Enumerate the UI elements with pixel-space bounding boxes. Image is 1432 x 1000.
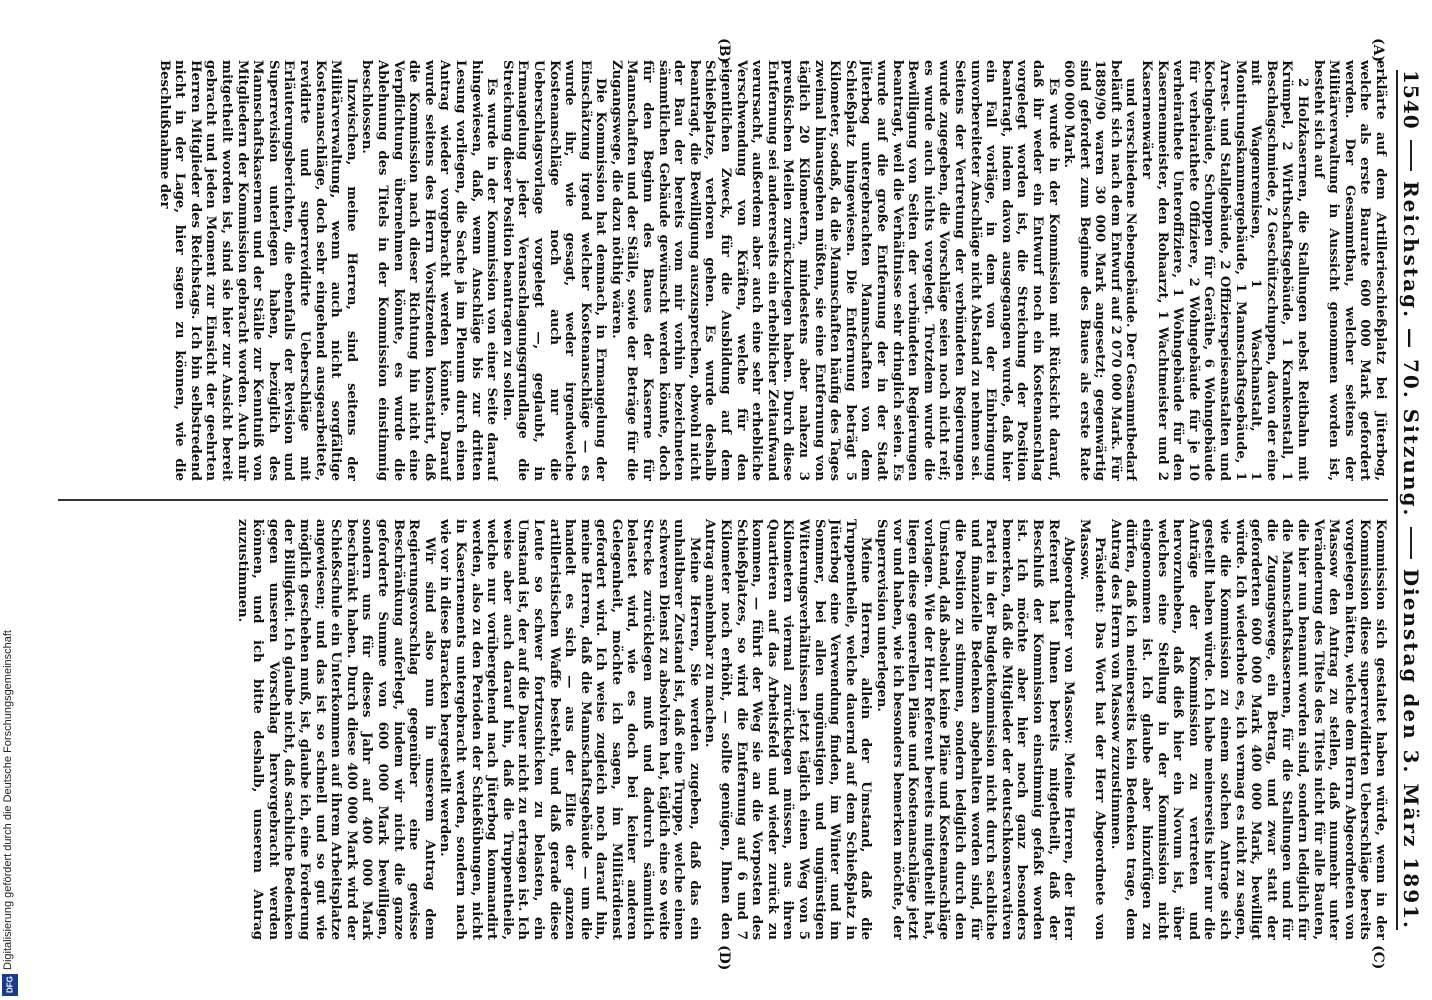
paragraph: Abgeordneter von Massow: Meine Herren, der Herr Referent hat Ihnen bereits mitgetheilt, daß der Beschluß der Kommission einstimmig gefaßt worden ist. Ich möchte aber hier noch ganz besonders bemerken, daß die Mitglieder der deutschkonservativen Partei in der Budgetkommission nicht durch sachliche und finanzielle Bedenken abgehalten worden sind, für die Position zu stimmen, sondern lediglich durch den Umstand, daß absolut keine Pläne und Kostenanschläge vorlagen. Wie der Herr Referent bereits mitgetheilt hat, liegen diese generellen Pläne und Kostenanschläge jetzt vor und haben, wie ich besonders bemerken möchte, der Superrevision unterlegen. (874, 519, 1077, 940)
page-number: 1540 (1399, 70, 1423, 130)
session-title: Reichstag. — 70. Sitzung. (1399, 181, 1423, 518)
header-rule-right (1410, 527, 1412, 558)
paragraph: Die Kommission hat demnach, in Ermangelung der Einschätzung irgend welcher Kostenanschläge — es wurde ihr, wie gesagt, weder irgendwelche Kostenanschläge noch auch nur die Ueberschlagsvorlage vorgelegt —, geglaubt, in Ermangelung jeder Veranschlagungsgrundlage die Streichung dieser Position beantragen zu sollen. (499, 60, 609, 481)
margin-marker-a: (A) (1370, 38, 1386, 63)
column-divider (58, 499, 1388, 501)
margin-marker-d: (D) (716, 945, 732, 971)
dfg-logo: DFG (2, 974, 18, 996)
margin-marker-c: (C) (1370, 945, 1386, 970)
paragraph: 2 Holzkasernen, die Stallungen nebst Reitbahn mit Krümpel, 2 Wirthschaftsgebäude, 1 Krankenstall, 1 Beschlagschmiede, 2 Geschützschuppen, davon der eine mit Wagenremisen, 1 Waschanstalt, 1 Montirungskammergebäude, 1 Mannschaftsgebäude, 1 Arrest- und Stallgebäude, 2 Offizierspeiseanstalten und Kochgebäude, Schuppen für Geräthe, 6 Wohngebäude für verheirathete Offiziere, 2 Wohngebäude für je 10 verheirathete Unteroffiziere, 1 Wohngebäude für den Kasernenmeister, den Rohaarzt, 1 Wachtmeister und 2 Kasernenwärter (1139, 60, 1311, 481)
paragraph: erklärte auf dem Artillerieschießplatz bei Jüterbog, welche als erste Baurate 600 000 Mark gefordert werden. Der Gesammtbau, welcher seitens der Militärverwaltung in Aussicht genommen worden ist, besteht sich auf (1310, 60, 1388, 481)
paragraph: Meine Herren, Sie werden zugeben, daß das ein unhaltbarer Zustand ist, daß eine Truppe, welche einen schweren Dienst zu absolviren hat, täglich eine so weite Strecke zurücklegen muß und dadurch sämmtlich belastet wird, wie es doch bei keiner anderen Gelegenheit, möchte ich sagen, im Militärdienst gefordert wird. Ich weise zugleich noch darauf hin, meine Herren, daß die Mannschaftsgebäude — um die handelt es sich — aus der Elite der ganzen artilleristischen Waffe besteht, und daß gerade diese Leute so schwer fortzuschicken zu belasten, ein Umstand ist, der auf die Dauer nicht zu ertragen ist. Ich weise aber auch darauf hin, daß die Truppentheile, welche nur vorübergehend nach Jüterbog kommandirt werden, also zu den Perioden der Schießübungen, nicht in Kasernements untergebracht werden, sondern nach wie vor in diese Baracken bergestellt werden. (437, 519, 702, 940)
session-date: Dienstag den 3. März 1891. (1399, 568, 1423, 930)
margin-marker-b: (B) (716, 38, 732, 64)
paragraph: Es wurde in der Kommission mit Rücksicht darauf, daß ihr weder ein Entwurf noch ein Kostenanschlag vorgelegt worden ist, die Streichung der Position beantragt, indem davon ausgegangen wurde, daß hier ein Fall vorläge, in dem von der Einbringung unvorbereiteter Anschläge nicht Abstand zu nehmen sei. Seitens der Vertretung der verbündeten Regierungen wurde zugegeben, die Vorschläge seien noch nicht reif; es wurde auch nichts vorgelegt. Trotzdem wurde die Bewilligung von Seiten der verbündeten Regierungen beantragt, weil die Verhältnisse sehr dringlich seien. Es wurde auf die große Entfernung der in der Stadt Jüterbog untergebrachten Mannschaften von dem Schießplatz hingewiesen. Die Entfernung beträgt 5 Kilometer, sodaß, da die Mannschaften häufig des Tages zweimal hinausgehen müßten, sie eine Entfernung von täglich 20 Kilometern, mindestens aber nahezu 3 preußischen Meilen zurückzulegen haben. Durch diese Entfernung sei andererseits ein erheblicher Zeitaufwand verursacht, außerdem aber auch eine sehr erhebliche Verschwendung von Kräften, welche für den eigentlichen Zweck, für die Ausbildung auf dem Schießplatze, verloren gehen. Es wurde deshalb beantragt, die Bewilligung auszusprechen, obwohl nicht der Bau der bereits vom mir vorhin bezeichneten sämmtlichen Gebäude gewünscht werden könnte, doch für den Beginn des Baues der Kaserne für Mannschaften und der Ställe, sowie der Beträge für die Zugangswege, die dazu nöthig wären. (608, 60, 1061, 481)
right-column (58, 519, 1388, 940)
paragraph: und verschiedene Nebengebäude. Der Gesammtbedarf beläuft sich nach dem Entwurf auf 2 070 000 Mark. Für 1889/90 waren 30 000 Mark angesetzt; gegenwärtig sind gefordert zum Beginne des Baues als erste Rate 600 000 Mark. (1061, 60, 1139, 481)
paragraph: Inzwischen, meine Herren, sind seitens der Militärverwaltung, wenn auch nicht sorgfältige Kostenanschläge, doch sehr eingehend ausgearbeitete, revidirte und superrevidirte Ueberschläge mit Erläuterungsberichten, die ebenfalls der Revision und Superrevision unterlegen haben, bezüglich des Mannschaftskasernen und der Ställe zur Kenntniß von Mitgliedern der Kommission gebracht worden. Auch mir mitgetheilt worden ist, sind sie hier zur Ansicht bereit gebracht und jeden Moment zur Einsicht der geehrten Herren Mitglieder des Reichstags. Ich bin selbstredend nicht in der Lage, hier sagen zu können, wie die Beschlußnahme der (156, 60, 359, 481)
header-rule-left (1410, 140, 1412, 171)
paragraph: Präsident: Das Wort hat der Herr Abgeordnete von Massow. (1076, 519, 1108, 940)
paragraph: Meine Herren, allein der Umstand, daß die Truppentheile, welche dauernd auf dem Schießplatz in Jüterbog eine Verwendung finden, im Winter und im Sommer, bei allen ungünstigen und ungünstigen Witterungsverhältnissen jetzt täglich einen Weg von 5 Kilometern viermal zurücklegen müssen, aus ihren Quartieren auf das Arbeitsfeld und wieder zurück zu kommen, — führt der Weg sie an die Vorposten des Schießplatzes, so wird die Entfernung auf 6 und 7 Kilometer noch erhöht, — sollte genügen, Ihnen den Antrag annehmbar zu machen. (702, 519, 874, 940)
left-column (58, 60, 1388, 481)
text-columns (58, 60, 1388, 940)
paragraph: Kommission sich gestaltet haben würde, wenn in der Kommission diese superrevidirten Ueberschläge bereits vorgelegen hätten, welche dem Herrn Abgeordneten von Massow den Antrag zu stellen, daß nunmehr unter Veränderung des Titels des Titels nicht für alle Bauten, die hier nun benannt worden sind, sondern lediglich für die Mannschaftskasernen, für die Stallungen und für die Zugangswege, ein Betrag, und zwar statt der geforderten 600 000 Mark 400 000 Mark, bewilligt würde. Ich wiederhole es, ich vermag es nicht zu sagen, wie die Kommission zu einem solchen Antrage sich gestellt haben würde. Ich habe meinerseits hier nur die Anträge der Kommission zu vertreten und hervorzuheben, daß dieß hier ein Novum ist, über welches eine Stellung in der Kommission nicht eingenommen ist. Ich glaube aber hinzufügen zu dürfen, daß ich meinerseits kein Bedenken trage, dem Antrag des Herrn von Massow zuzustimmen. (1107, 519, 1388, 940)
digitization-credit: Digitalisierung gefördert durch die Deutsche Forschungsgemeinschaft (2, 630, 14, 970)
paragraph: Wir sind also nun in unserem Antrag dem Regierungsvorschlag gegenüber eine gewisse Beschränkung auferlegt, indem wir nicht die ganze geforderte Summe von 600 000 Mark bewilligen, sondern uns für dieses Jahr auf 400 000 Mark beschränkt haben. Durch diese 400 000 Mark wird der Schießschule ein Unterkommen auf ihrem Arbeitsplatze angewiesen; und das ist so schnell und so gut wie möglich geschehen muß, ist, glaube ich, eine Forderung der Billigkeit. Ich glaube nicht, daß sachliche Bedenken gegen unseren Vorschlag hervorgebracht werden können, und ich bitte deshalb, unserem Antrag zuzustimmen. (234, 519, 437, 940)
footer-strip (0, 0, 20, 1000)
paragraph: Es wurde in der Kommission von einer Seite darauf hingewiesen, daß, wenn Anschläge bis zur dritten Lesung vorliegen, die Sache ja im Plenum durch einen Antrag wieder vorgebracht werden könnte. Darauf wurde seitens des Herrn Vorsitzenden konstatirt, daß die Kommission nach dieser Richtung hin nicht eine Verpflichtung übernehmen könnte, es wurde die Ablehnung des Titels in der Kommission einstimmig beschlossen. (359, 60, 500, 481)
page-header (1396, 70, 1424, 930)
